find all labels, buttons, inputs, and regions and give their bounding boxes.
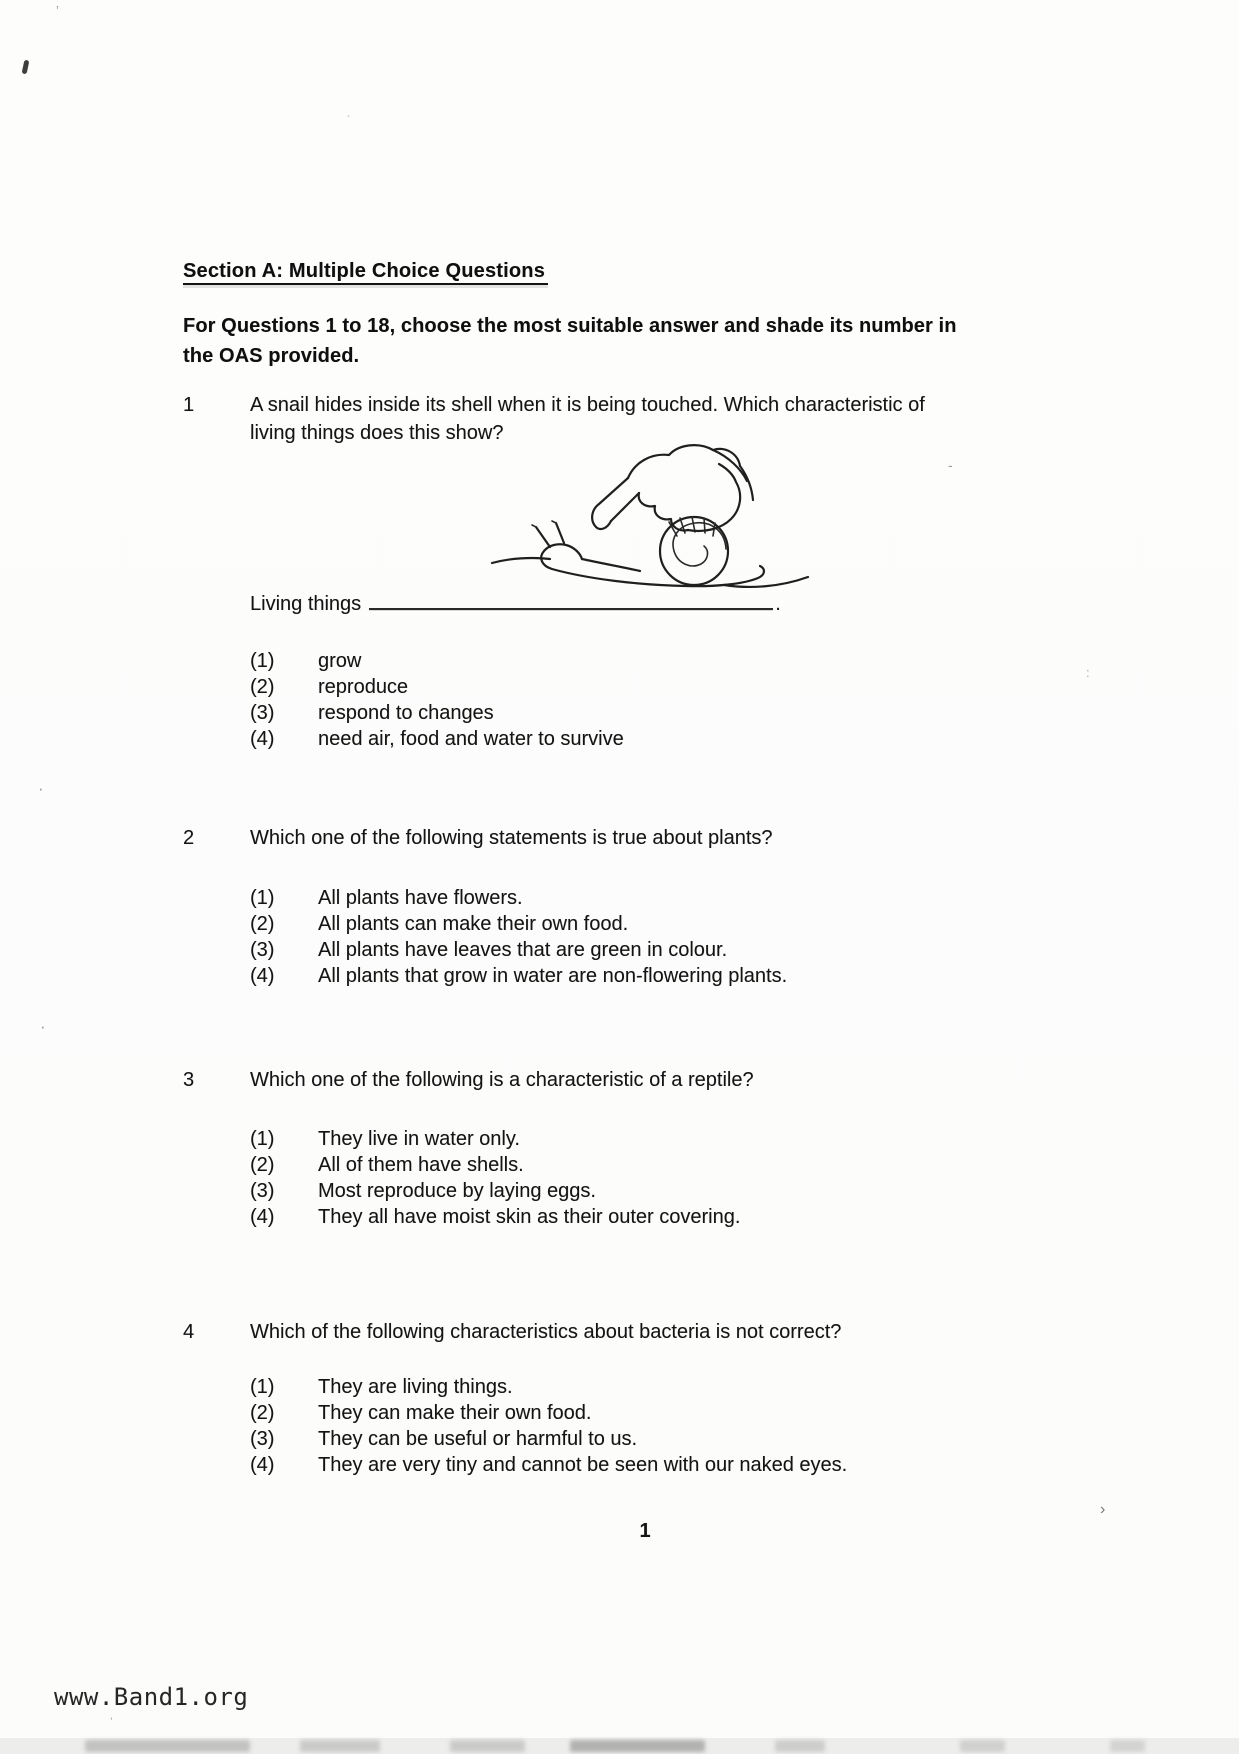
option-marker: (1) [250,1128,275,1150]
option-marker: (3) [250,939,275,961]
scan-edge-bar [0,1738,1239,1754]
scan-bar-segment [775,1740,825,1752]
option-text: grow [318,650,362,672]
option-marker: (4) [250,728,275,750]
option-marker: (3) [250,1180,275,1202]
option-row [250,1126,1103,1152]
scan-artifact-dot-2: · [40,1017,46,1036]
scan-artifact-colon: : [1086,665,1090,680]
scan-artifact-dot-1: · [38,779,44,798]
question-4-number: 4 [183,1321,195,1343]
option-marker: (2) [250,913,275,935]
page-number: 1 [639,1520,651,1542]
stem-suffix: . [775,593,781,615]
option-text: They are very tiny and cannot be seen with our naked eyes. [318,1454,848,1476]
question-1-body [250,391,1103,752]
question-4 [183,1319,1103,1478]
question-1-options [250,648,1103,752]
option-text: reproduce [318,676,409,698]
option-marker: (2) [250,1402,275,1424]
question-4-options [250,1374,1103,1478]
question-2-options [250,885,1103,989]
question-1-text-line-1: A snail hides inside its shell when it is being touched. Which characteristic of [250,394,925,416]
option-row [250,1178,1103,1204]
question-2-number: 2 [183,827,195,849]
section-title: Section A: Multiple Choice Questions [183,260,548,285]
question-4-body [250,1319,1103,1478]
scan-artifact-right-tick: › [1100,1501,1106,1518]
question-2 [183,825,1103,989]
option-text: They are living things. [318,1376,513,1398]
option-text: They can make their own food. [318,1402,592,1424]
scan-artifact-footer-speck: ’ [110,1715,113,1729]
option-marker: (4) [250,1454,275,1476]
option-row [250,648,1103,674]
scan-artifact-top-left: ’ [56,3,59,18]
option-text: All plants can make their own food. [318,913,629,935]
scan-bar-segment [960,1740,1005,1752]
question-3-body [250,1067,1103,1230]
scan-bar-segment [85,1740,250,1752]
scan-bar-segment [1110,1740,1145,1752]
question-1-number: 1 [183,394,195,416]
question-2-body [250,825,1103,989]
answer-blank [369,596,773,610]
option-marker: (3) [250,702,275,724]
scan-bar-segment [300,1740,380,1752]
scan-artifact-ink-tick [22,60,30,75]
question-3-number: 3 [183,1069,195,1091]
question-1 [183,391,1103,752]
option-text: All plants have flowers. [318,887,523,909]
question-2-text: Which one of the following statements is true about plants? [250,827,773,849]
option-text: All plants that grow in water are non-flowering plants. [318,965,788,987]
scan-artifact-faint-dot: · [346,107,351,124]
question-1-text-line-2: living things does this show? [250,422,504,444]
option-row [250,963,1103,989]
option-row [250,1452,1103,1478]
option-row [250,937,1103,963]
instructions [183,311,1103,371]
option-marker: (1) [250,1376,275,1398]
option-text: They can be useful or harmful to us. [318,1428,638,1450]
option-marker: (2) [250,676,275,698]
option-marker: (4) [250,965,275,987]
question-3-options [250,1126,1103,1230]
question-3-text: Which one of the following is a characteristic of a reptile? [250,1069,754,1091]
finger-touching-snail-illustration [488,439,813,591]
option-row [250,1400,1103,1426]
option-row [250,885,1103,911]
question-3 [183,1067,1103,1230]
option-text: They live in water only. [318,1128,520,1150]
option-row [250,700,1103,726]
option-marker: (3) [250,1428,275,1450]
instructions-line-1: For Questions 1 to 18, choose the most suitable answer and shade its number in [183,315,957,337]
fill-in-blank-stem [250,593,1103,615]
option-row [250,726,1103,752]
option-text: All plants have leaves that are green in colour. [318,939,728,961]
question-4-text: Which of the following characteristics about bacteria is not correct? [250,1321,842,1343]
option-text: They all have moist skin as their outer covering. [318,1206,741,1228]
option-row [250,1426,1103,1452]
option-text: All of them have shells. [318,1154,524,1176]
instructions-line-2: the OAS provided. [183,345,360,367]
option-text: need air, food and water to survive [318,728,624,750]
option-marker: (4) [250,1206,275,1228]
option-row [250,674,1103,700]
option-marker: (2) [250,1154,275,1176]
option-marker: (1) [250,650,275,672]
scan-bar-segment [450,1740,525,1752]
stem-prefix: Living things [250,593,362,615]
footer-url: www.Band1.org [54,1683,249,1711]
option-text: Most reproduce by laying eggs. [318,1180,596,1202]
scan-artifact-dash: - [948,457,953,473]
page-content [183,260,1103,1478]
option-row [250,1152,1103,1178]
option-text: respond to changes [318,702,494,724]
option-row [250,1374,1103,1400]
scan-bar-segment [570,1740,705,1752]
option-row [250,911,1103,937]
option-marker: (1) [250,887,275,909]
option-row [250,1204,1103,1230]
snail-sketch-icon [488,439,813,591]
